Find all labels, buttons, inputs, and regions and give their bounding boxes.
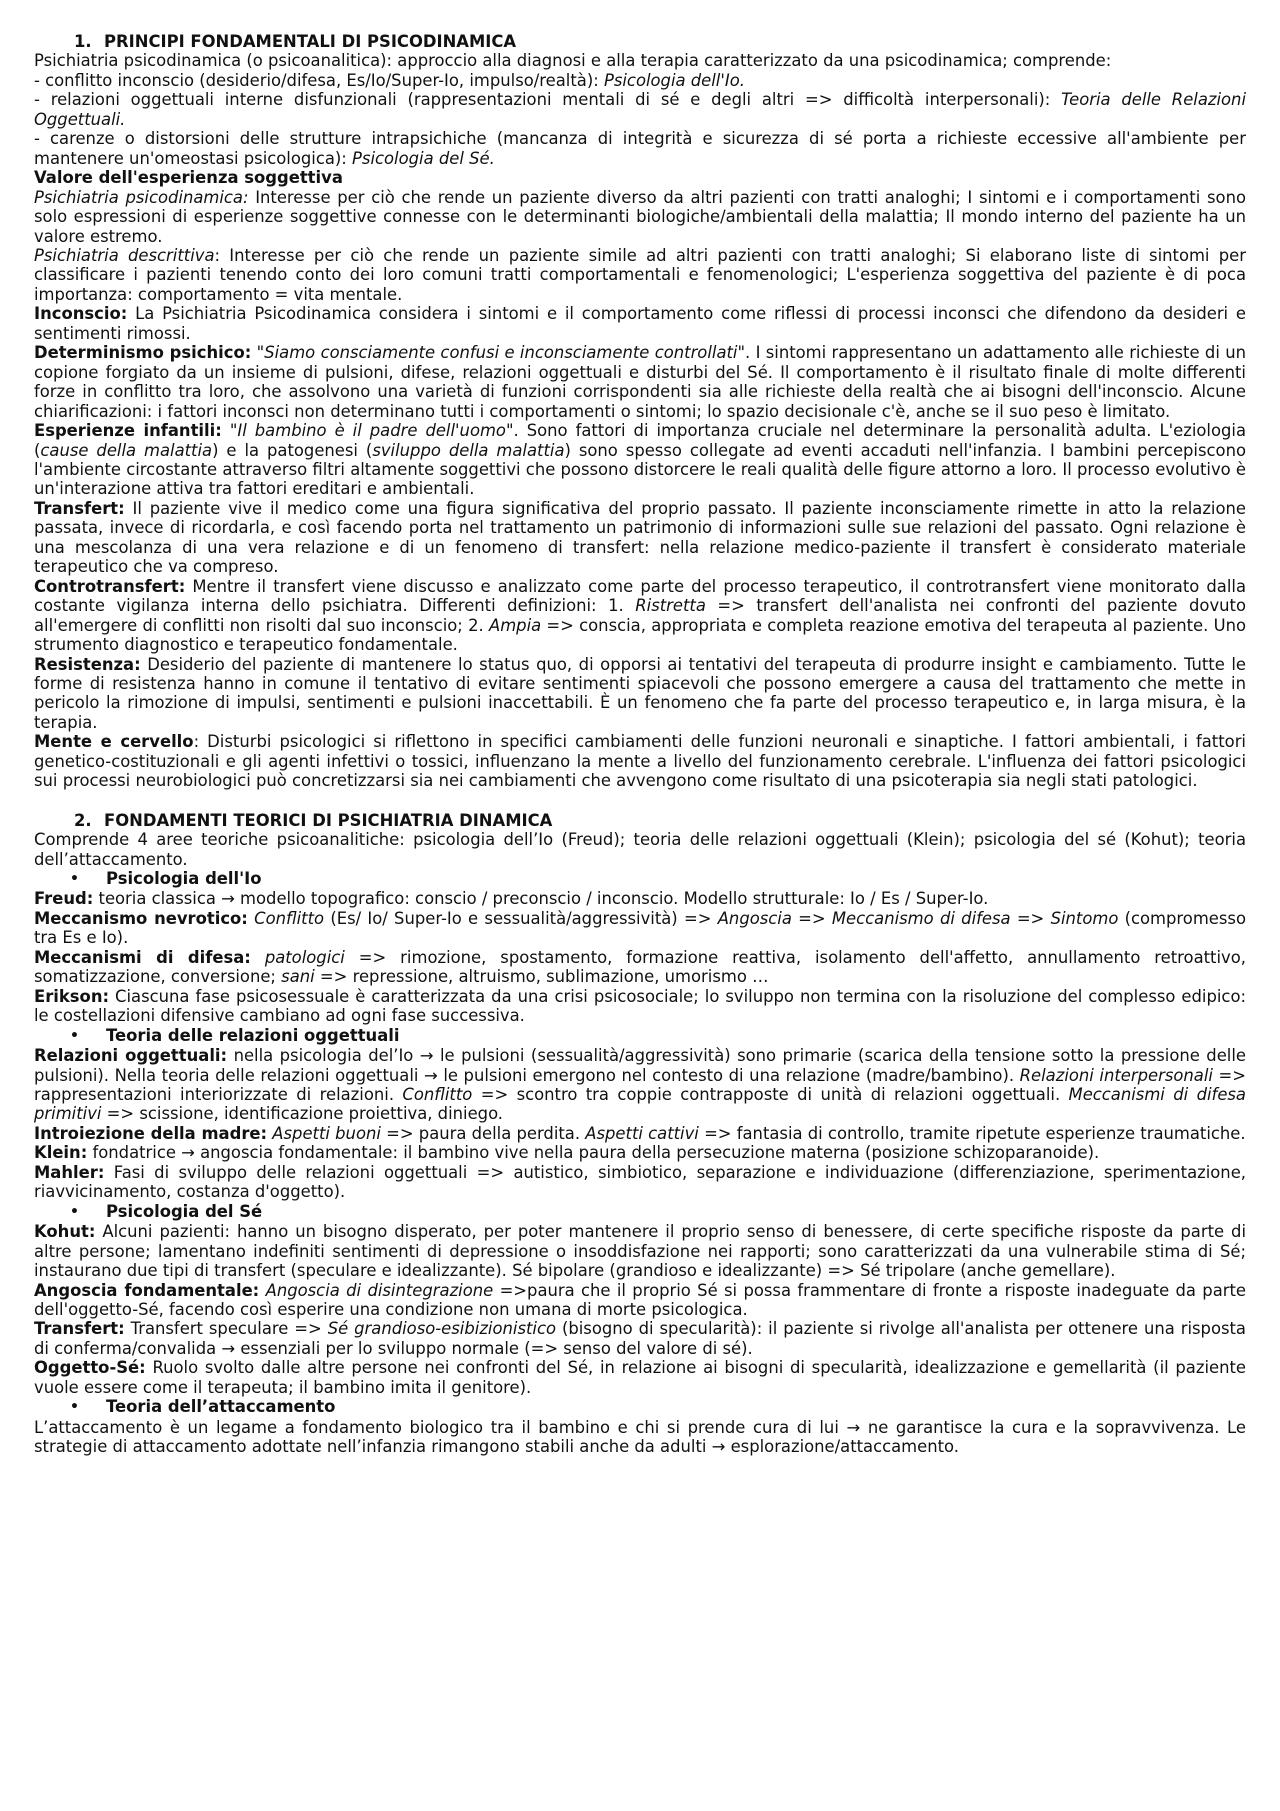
paragraph-inconscio: Inconscio: La Psichiatria Psicodinamica considera i sintomi e il comportamento come riflessi di processi inconsci che difendono da desideri e sentimenti rimossi.	[34, 304, 1246, 343]
paragraph-transfert-speculare: Transfert: Transfert speculare => Sé grandioso-esibizionistico (bisogno di specularità): il paziente si rivolge all'analista per ottenere una risposta di conferma/convalida → essenziali per lo sviluppo normale (=> senso del valore di sé).	[34, 1319, 1246, 1358]
paragraph-esperienze-infantili: Esperienze infantili: "Il bambino è il padre dell'uomo". Sono fattori di importanza cruciale nel determinare la personalità adulta. L'eziologia (cause della malattia) e la patogenesi (sviluppo della malattia) sono spesso collegate ad eventi accaduti nell'infanzia. I bambini percepiscono l'ambiente circostante attraverso filtri altamente soggettivi che possono distorcere le reali qualità delle figure attorno a loro. Il processo evolutivo è un'interazione attiva tra fattori ereditari e ambientali.	[34, 421, 1246, 499]
list-item: - conflitto inconscio (desiderio/difesa, Es/Io/Super-Io, impulso/realtà): Psicologia dell'Io.	[34, 70, 745, 90]
paragraph-mente-cervello: Mente e cervello: Disturbi psicologici si riflettono in specifici cambiamenti delle funzioni neuronali e sinaptiche. I fattori ambientali, i fattori genetico-costituzionali e gli agenti infettivi o tossici, influenzano la mente a livello del funzionamento cerebrale. L'influenza dei fattori psicologici sui processi neurobiologici può concretizzarsi sia nei cambiamenti che avvengono come risultato di una psicoterapia sia negli stati patologici.	[34, 732, 1246, 791]
paragraph-freud: Freud: teoria classica → modello topografico: conscio / preconscio / inconscio. Modello strutturale: Io / Es / Super-Io.	[34, 889, 989, 909]
paragraph-relazioni-oggettuali: Relazioni oggettuali: nella psicologia del’Io → le pulsioni (sessualità/aggressività) sono primarie (scarica della tensione sotto la pressione delle pulsioni). Nella teoria delle relazioni oggettuali → le pulsioni emergono nel contesto di una relazione (madre/bambino). Relazioni interpersonali => rappresentazioni interiorizzate di relazioni. Conflitto => scontro tra coppie contrapposte di unità di relazioni oggettuali. Meccanismi di difesa primitivi => scissione, identificazione proiettiva, diniego.	[34, 1046, 1246, 1124]
bullet-heading-psicologia-io: • Psicologia dell'Io	[70, 869, 262, 889]
paragraph-controtransfert: Controtransfert: Mentre il transfert viene discusso e analizzato come parte del processo terapeutico, il controtransfert viene monitorato dalla costante vigilanza interna dello psichiatra. Differenti definizioni: 1. Ristretta => transfert dell'analista nei confronti del paziente dovuto all'emergere di conflitti non risolti dal suo inconscio; 2. Ampia => conscia, appropriata e completa reazione emotiva del terapeuta al paziente. Uno strumento diagnostico e terapeutico fondamentale.	[34, 576, 1247, 655]
paragraph-klein: Klein: fondatrice → angoscia fondamentale: il bambino vive nella paura della persecuzione materna (posizione schizoparanoide).	[34, 1143, 1100, 1163]
bullet-heading-attaccamento: • Teoria dell’attaccamento	[70, 1397, 336, 1417]
paragraph-meccanismi-difesa: Meccanismi di difesa: patologici => rimozione, spostamento, formazione reattiva, isolamento dell'affetto, annullamento retroattivo, somatizzazione, conversione; sani => repressione, altruismo, sublimazione, umorismo …	[34, 947, 1246, 987]
paragraph-psicodinamica: Psichiatria psicodinamica: Interesse per ciò che rende un paziente diverso da altri pazienti con tratti analoghi; I sintomi e i comportamenti sono solo espressioni di esperienze soggettive connesse con le determinanti biologiche/ambientali della malattia; Il mondo interno del paziente ha un valore estremo.	[34, 187, 1246, 246]
bullet-icon: •	[70, 871, 79, 888]
subheading-valore: Valore dell'esperienza soggettiva	[34, 168, 343, 188]
section-2-heading: 2. FONDAMENTI TEORICI DI PSICHIATRIA DINAMICA	[74, 810, 553, 830]
bullet-icon: •	[70, 1399, 79, 1416]
paragraph-meccanismo-nevrotico: Meccanismo nevrotico: Conflitto (Es/ Io/ Super-Io e sessualità/aggressività) => Angoscia => Meccanismo di difesa => Sintomo (compromesso tra Es e Io).	[34, 908, 1246, 948]
section-1-title: PRINCIPI FONDAMENTALI DI PSICODINAMICA	[104, 32, 517, 51]
paragraph-descrittiva: Psichiatria descrittiva: Interesse per ciò che rende un paziente simile ad altri pazienti con tratti analoghi; Si elaborano liste di sintomi per classificare i pazienti tenendo conto dei loro comuni tratti comportamentali e fenomenologici; L'esperienza soggettiva del paziente è di poca importanza: comportamento = vita mentale.	[34, 245, 1246, 304]
paragraph-mahler: Mahler: Fasi di sviluppo delle relazioni oggettuali => autistico, simbiotico, separazione e individuazione (differenziazione, sperimentazione, riavvicinamento, costanza d'oggetto).	[34, 1162, 1246, 1202]
section-1-intro: Psichiatria psicodinamica (o psicoanalitica): approccio alla diagnosi e alla terapia caratterizzato da una psicodinamica; comprende:	[34, 51, 1112, 71]
bullet-heading-relazioni-oggettuali: • Teoria delle relazioni oggettuali	[70, 1025, 400, 1045]
section-1-heading: 1. PRINCIPI FONDAMENTALI DI PSICODINAMICA	[74, 32, 517, 51]
list-item: - carenze o distorsioni delle strutture intrapsichiche (mancanza di integrità e sicurezza di sé porta a richieste eccessive all'ambiente per mantenere un'omeostasi psicologica): Psicologia del Sé.	[34, 129, 1246, 168]
paragraph-attaccamento: L’attaccamento è un legame a fondamento biologico tra il bambino e chi si prende cura di lui → ne garantisce la cura e la sopravvivenza. Le strategie di attaccamento adottate nell’infanzia rimangono stabili anche da adulti → esplorazione/attaccamento.	[34, 1417, 1246, 1457]
paragraph-resistenza: Resistenza: Desiderio del paziente di mantenere lo status quo, di opporsi ai tentativi del terapeuta di produrre insight e cambiamento. Tutte le forme di resistenza hanno in comune il tentativo di evitare sentimenti spiacevoli che possono emergere a causa del trattamento che mette in pericolo la rimozione di impulsi, sentimenti e pulsioni inaccettabili. È un fenomeno che fa parte del processo terapeutico e, in larga misura, è la terapia.	[34, 654, 1246, 732]
paragraph-kohut: Kohut: Alcuni pazienti: hanno un bisogno disperato, per poter mantenere il proprio senso di benessere, di certe specifiche risposte da parte di altre persone; lamentano indefiniti sentimenti di depressione o insoddisfazione nei rapporti; sono caratterizzati da una vulnerabile stima di Sé; instaurano due tipi di transfert (speculare e idealizzante). Sé bipolare (grandioso e idealizzante) => Sé tripolare (anche gemellare).	[34, 1222, 1246, 1281]
paragraph-erikson: Erikson: Ciascuna fase psicosessuale è caratterizzata da una crisi psicosociale; lo sviluppo non termina con la risoluzione del complesso edipico: le costellazioni difensive cambiano ad ogni fase successiva.	[34, 986, 1246, 1026]
bullet-icon: •	[70, 1203, 79, 1220]
bullet-icon: •	[70, 1027, 79, 1044]
section-spacer	[34, 791, 1246, 811]
paragraph-oggetto-se: Oggetto-Sé: Ruolo svolto dalle altre persone nei confronti del Sé, in relazione ai bisogni di specularità, idealizzazione e gemellarità (il paziente vuole essere come il terapeuta; il bambino imita il genitore).	[34, 1358, 1246, 1397]
paragraph-transfert: Transfert: Il paziente vive il medico come una figura significativa del proprio passato. Il paziente inconsciamente rimette in atto la relazione passata, invece di ricordarla, e così facendo porta nel trattamento un patrimonio di informazioni sulle sue relazioni del passato. Ogni relazione è una mescolanza di una vera relazione e di un fenomeno di transfert: nella relazione medico-paziente il transfert è considerato materiale terapeutico che va compreso.	[34, 498, 1246, 577]
paragraph-angoscia-fondamentale: Angoscia fondamentale: Angoscia di disintegrazione =>paura che il proprio Sé si possa frammentare di fronte a risposte inadeguate da parte dell'oggetto-Sé, facendo così esperire una condizione non umana di morte psicologica.	[34, 1280, 1246, 1319]
section-2-intro: Comprende 4 aree teoriche psicoanalitiche: psicologia dell’Io (Freud); teoria delle relazioni oggettuali (Klein); psicologia del sé (Kohut); teoria dell’attaccamento.	[34, 830, 1246, 869]
list-item: - relazioni oggettuali interne disfunzionali (rappresentazioni mentali di sé e degli altri => difficoltà interpersonali): Teoria delle Relazioni Oggettuali.	[34, 90, 1246, 129]
section-2-title: FONDAMENTI TEORICI DI PSICHIATRIA DINAMICA	[104, 810, 553, 830]
paragraph-determinismo: Determinismo psichico: "Siamo consciamente confusi e inconsciamente controllati". I sintomi rappresentano un adattamento alle richieste di un copione forgiato da un insieme di pulsioni, difese, relazioni oggettuali e disturbi del Sé. Il comportamento è il risultato finale di molte differenti forze in conflitto tra loro, che assolvono una varietà di funzioni corrispondenti sia alle richieste della realtà che ai bisogni dell'inconscio. Alcune chiarificazioni: i fattori inconsci non determinano tutti i comportamenti o sintomi; lo spazio decisionale c'è, anche se il suo peso è limitato.	[34, 343, 1247, 421]
paragraph-introiezione: Introiezione della madre: Aspetti buoni => paura della perdita. Aspetti cattivi => fantasia di controllo, tramite ripetute esperienze traumatiche.	[34, 1123, 1246, 1143]
bullet-heading-psicologia-se: • Psicologia del Sé	[70, 1201, 263, 1221]
